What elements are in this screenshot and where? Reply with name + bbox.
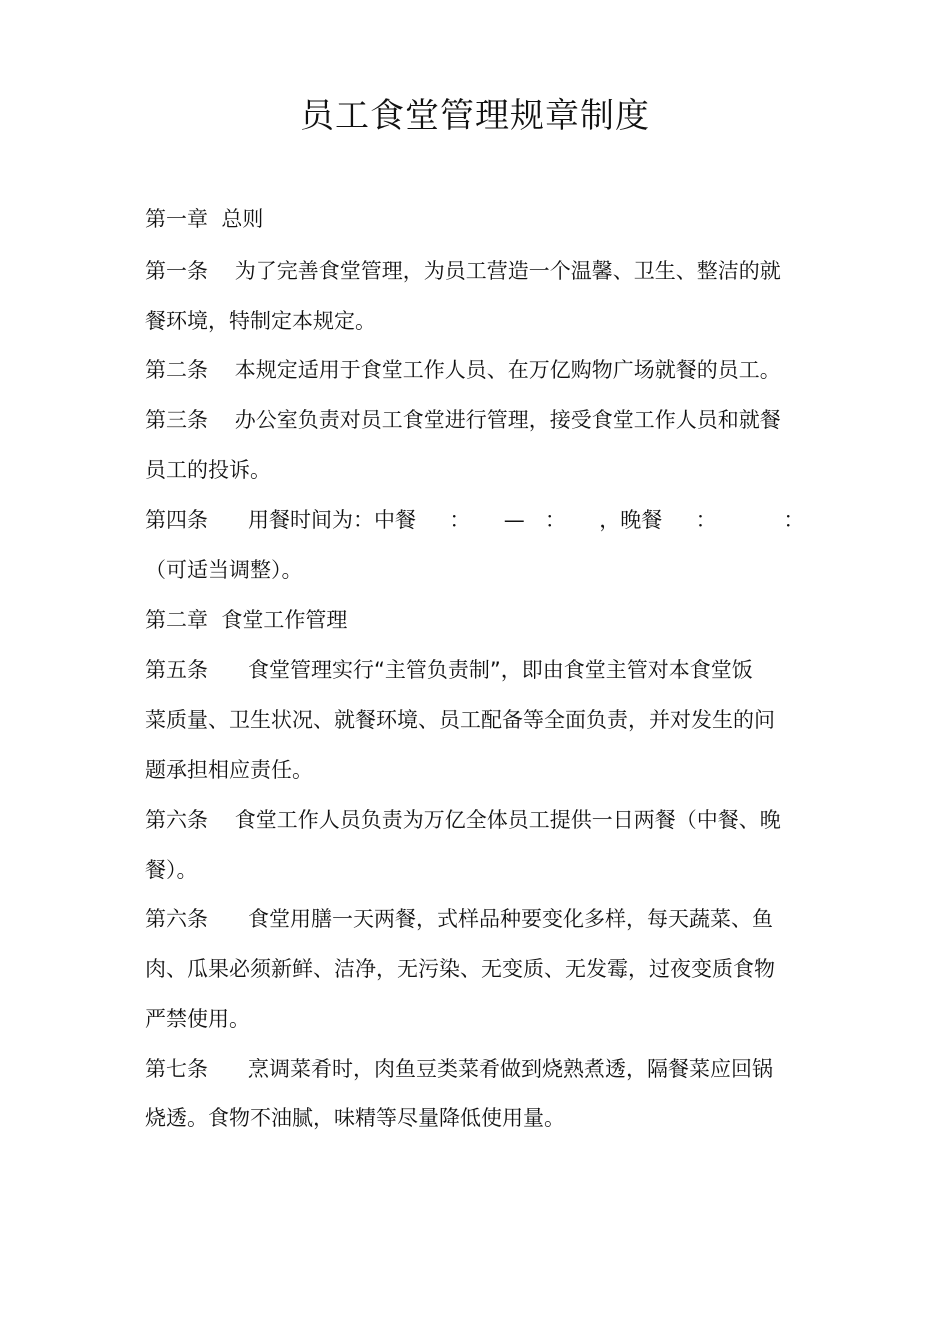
- article-line: 第一条 为了完善食堂管理，为员工营造一个温馨、卫生、整洁的就: [145, 259, 781, 283]
- article-line: 题承担相应责任。: [145, 758, 313, 782]
- article-line: 烧透。食物不油腻，味精等尽量降低使用量。: [145, 1106, 565, 1130]
- article-line: 第三条 办公室负责对员工食堂进行管理，接受食堂工作人员和就餐: [145, 408, 781, 432]
- article-line: 餐环境，特制定本规定。: [145, 309, 376, 333]
- article-line: 菜质量、卫生状况、就餐环境、员工配备等全面负责，并对发生的问: [145, 708, 775, 732]
- article-line: 第五条 食堂管理实行“主管负责制”，即由食堂主管对本食堂饭: [145, 658, 753, 682]
- article-line: 第二条 本规定适用于食堂工作人员、在万亿购物广场就餐的员工。: [145, 358, 781, 382]
- article-line: 第四条 用餐时间为：中餐 ： — ： ，晚餐 ： ：: [145, 508, 805, 532]
- article-line: 第六条 食堂用膳一天两餐，式样品种要变化多样，每天蔬菜、鱼: [145, 907, 774, 931]
- article-line: 严禁使用。: [145, 1007, 250, 1031]
- article-line: 餐）。: [145, 858, 198, 882]
- document-title: 员工食堂管理规章制度: [300, 96, 650, 136]
- article-line: 肉、瓜果必须新鲜、洁净，无污染、无变质、无发霉，过夜变质食物: [145, 957, 775, 981]
- article-line: 第六条 食堂工作人员负责为万亿全体员工提供一日两餐（中餐、晚: [145, 808, 781, 832]
- article-line: （可适当调整）。: [145, 558, 303, 582]
- chapter-heading: 第一章 总则: [145, 207, 264, 231]
- article-line: 第七条 烹调菜肴时，肉鱼豆类菜肴做到烧熟煮透，隔餐菜应回锅: [145, 1057, 774, 1081]
- chapter-heading: 第二章 食堂工作管理: [145, 608, 348, 632]
- article-line: 员工的投诉。: [145, 458, 271, 482]
